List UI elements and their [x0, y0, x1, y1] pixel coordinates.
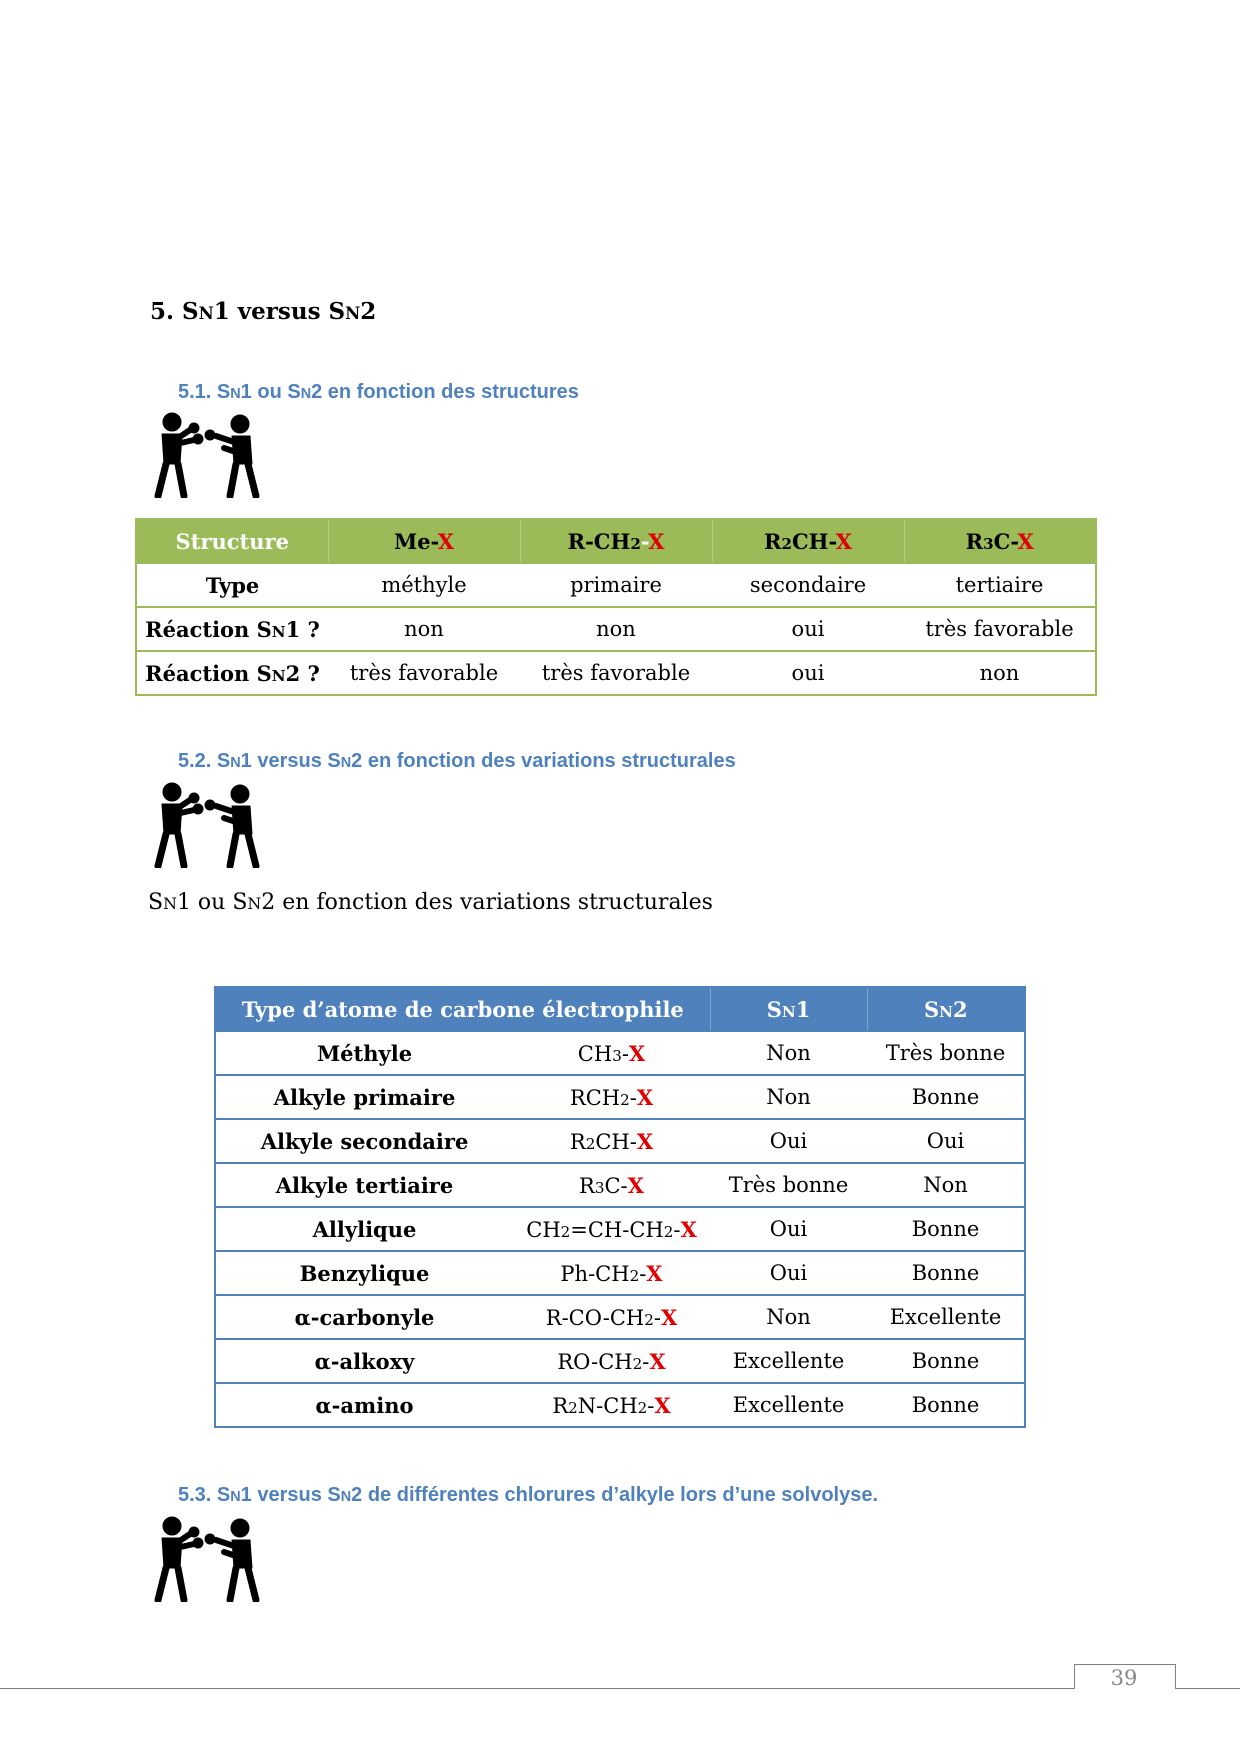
row-label-type: Type — [136, 563, 328, 607]
table-cell: non — [904, 651, 1096, 695]
sn2-value: Très bonne — [867, 1031, 1025, 1075]
sn1-value: Oui — [710, 1207, 867, 1251]
sn1-value: Excellente — [710, 1383, 867, 1427]
header-me-x: Me-X — [328, 519, 520, 563]
table-cell: très favorable — [904, 607, 1096, 651]
sn2-value: Bonne — [867, 1339, 1025, 1383]
formula-cell: Ph-CH2-X — [513, 1251, 710, 1295]
table-cell: tertiaire — [904, 563, 1096, 607]
table-header-row — [215, 987, 1025, 1031]
carbon-type-name: Allylique — [215, 1207, 513, 1251]
carbon-type-name: α-amino — [215, 1383, 513, 1427]
formula-cell: CH2=CH-CH2-X — [513, 1207, 710, 1251]
table-row — [215, 1075, 1025, 1119]
variations-table — [214, 986, 1026, 1428]
table-row — [215, 1163, 1025, 1207]
sn1-value: Oui — [710, 1251, 867, 1295]
structure-table — [135, 518, 1097, 696]
formula-cell: R2CH-X — [513, 1119, 710, 1163]
table-row — [215, 1295, 1025, 1339]
subsection-5-2-heading: 5.2. SN1 versus SN2 en fonction des variations structurales — [178, 750, 736, 772]
formula-cell: RCH2-X — [513, 1075, 710, 1119]
boxers-icon — [150, 782, 265, 868]
table-row — [215, 1251, 1025, 1295]
boxers-icon — [150, 412, 265, 498]
sn2-value: Bonne — [867, 1383, 1025, 1427]
formula-cell: R-CO-CH2-X — [513, 1295, 710, 1339]
formula-cell: RO-CH2-X — [513, 1339, 710, 1383]
table-header-row — [136, 519, 1096, 563]
sn2-value: Excellente — [867, 1295, 1025, 1339]
table-cell: non — [520, 607, 712, 651]
boxers-icon — [150, 1516, 265, 1602]
table-row — [136, 563, 1096, 607]
table-cell: primaire — [520, 563, 712, 607]
formula-cell: R3C-X — [513, 1163, 710, 1207]
sn1-value: Non — [710, 1031, 867, 1075]
header-r3c-x: R3C-X — [904, 519, 1096, 563]
table-cell: oui — [712, 651, 904, 695]
row-label-sn2: Réaction SN2 ? — [136, 651, 328, 695]
table-row — [215, 1207, 1025, 1251]
formula-cell: CH3-X — [513, 1031, 710, 1075]
carbon-type-name: Alkyle tertiaire — [215, 1163, 513, 1207]
header-sn2: SN2 — [867, 987, 1025, 1031]
sn1-value: Excellente — [710, 1339, 867, 1383]
header-rch2-x: R-CH2-X — [520, 519, 712, 563]
page-number: 39 — [1110, 1666, 1138, 1690]
carbon-type-name: Alkyle primaire — [215, 1075, 513, 1119]
sn1-value: Non — [710, 1075, 867, 1119]
table-cell: non — [328, 607, 520, 651]
table-cell: oui — [712, 607, 904, 651]
table-row — [136, 607, 1096, 651]
table-cell: très favorable — [520, 651, 712, 695]
table-row — [215, 1339, 1025, 1383]
sn1-value: Non — [710, 1295, 867, 1339]
footer-divider — [0, 1688, 1074, 1689]
carbon-type-name: Alkyle secondaire — [215, 1119, 513, 1163]
table-row — [215, 1383, 1025, 1427]
carbon-type-name: Méthyle — [215, 1031, 513, 1075]
row-label-sn1: Réaction SN1 ? — [136, 607, 328, 651]
sn2-value: Bonne — [867, 1207, 1025, 1251]
header-structure: Structure — [136, 519, 328, 563]
table-cell: secondaire — [712, 563, 904, 607]
subsection-5-1-heading: 5.1. SN1 ou SN2 en fonction des structures — [178, 381, 579, 403]
sn2-value: Bonne — [867, 1251, 1025, 1295]
header-sn1: SN1 — [710, 987, 867, 1031]
sn2-value: Oui — [867, 1119, 1025, 1163]
subsection-5-3-heading: 5.3. SN1 versus SN2 de différentes chlorures d’alkyle lors d’une solvolyse. — [178, 1484, 879, 1506]
intro-text: SN1 ou SN2 en fonction des variations structurales — [148, 890, 713, 915]
header-carbon-type: Type d’atome de carbone électrophile — [215, 987, 710, 1031]
table-cell: très favorable — [328, 651, 520, 695]
table-row — [215, 1119, 1025, 1163]
sn2-value: Bonne — [867, 1075, 1025, 1119]
footer-divider — [1175, 1688, 1240, 1689]
section-heading: 5. SN1 versus SN2 — [150, 298, 377, 325]
table-row — [136, 651, 1096, 695]
header-r2ch-x: R2CH-X — [712, 519, 904, 563]
carbon-type-name: α-carbonyle — [215, 1295, 513, 1339]
table-row — [215, 1031, 1025, 1075]
carbon-type-name: α-alkoxy — [215, 1339, 513, 1383]
formula-cell: R2N-CH2-X — [513, 1383, 710, 1427]
table-cell: méthyle — [328, 563, 520, 607]
sn1-value: Très bonne — [710, 1163, 867, 1207]
sn2-value: Non — [867, 1163, 1025, 1207]
sn1-value: Oui — [710, 1119, 867, 1163]
carbon-type-name: Benzylique — [215, 1251, 513, 1295]
